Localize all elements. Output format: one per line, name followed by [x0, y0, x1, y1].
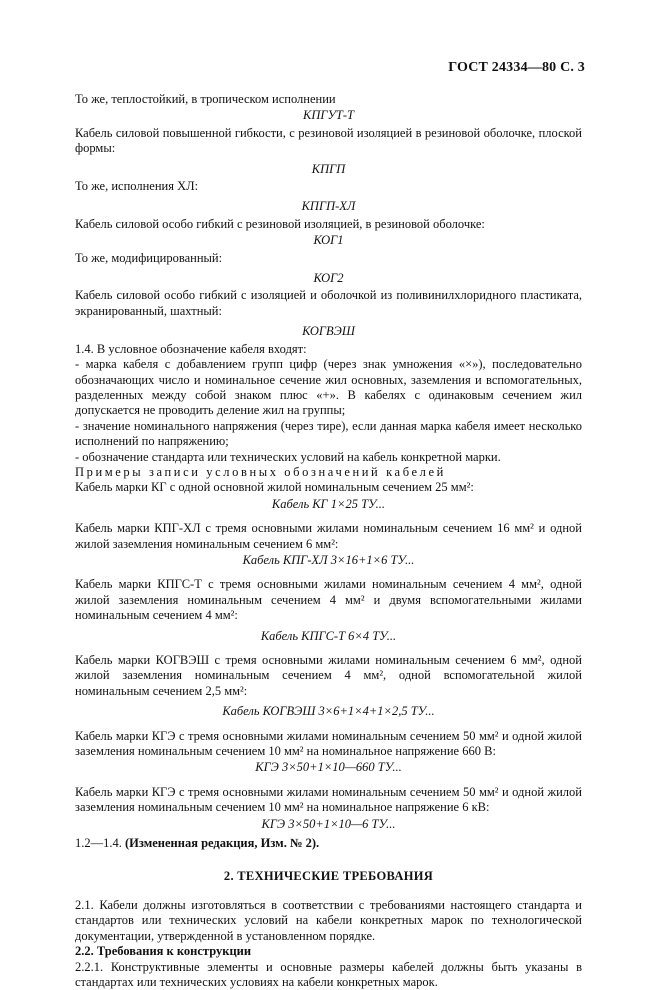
examples-heading: Примеры записи условных обозначений кабелей	[75, 465, 582, 480]
cable-mark: КОГ2	[75, 271, 582, 286]
cable-mark: КОГВЭШ	[75, 324, 582, 339]
amendment-prefix: 1.2—1.4.	[75, 836, 125, 850]
example-designation: Кабель КПГ-ХЛ 3×16+1×6 ТУ...	[75, 553, 582, 568]
cable-mark: КПГП	[75, 162, 582, 177]
example-text: Кабель марки КПГ-ХЛ с тремя основными жилами номинальным сечением 16 мм² и одной жилой заземления номинальным сечением 6 мм²:	[75, 521, 582, 552]
clause-2-2: 2.2. Требования к конструкции	[75, 944, 582, 959]
example-designation: КГЭ 3×50+1×10—660 ТУ...	[75, 760, 582, 775]
amendment-note	[75, 836, 582, 851]
cable-mark: КОГ1	[75, 233, 582, 248]
spacer	[75, 851, 582, 863]
designation-item: - обозначение стандарта или технических условий на кабель конкретной марки.	[75, 450, 582, 465]
text-line: То же, теплостойкий, в тропическом исполнении	[75, 92, 582, 107]
cable-mark: КПГП-ХЛ	[75, 199, 582, 214]
example-text: Кабель марки КОГВЭШ с тремя основными жилами номинальным сечением 6 мм², одной жилой заземления номинальным сечением 4 мм², одной вспомогательной жилой номинальным сечением 2,5 мм²:	[75, 653, 582, 699]
spacer	[75, 514, 582, 521]
example-text: Кабель марки КГ с одной основной жилой номинальным сечением 25 мм²:	[75, 480, 582, 495]
spacer	[75, 891, 582, 898]
clause-2-2-1: 2.2.1. Конструктивные элементы и основные размеры кабелей должны быть указаны в стандартах или технических условиях на кабели конкретных марок.	[75, 960, 582, 990]
document-body	[75, 92, 582, 990]
spacer	[75, 722, 582, 729]
example-text: Кабель марки КГЭ с тремя основными жилами номинальным сечением 50 мм² и одной жилой заземления номинальным сечением 10 мм² на номинальное напряжение 660 В:	[75, 729, 582, 760]
example-text: Кабель марки КГЭ с тремя основными жилами номинальным сечением 50 мм² и одной жилой заземления номинальным сечением 10 мм² на номинальное напряжение 6 кВ:	[75, 785, 582, 816]
designation-item: - марка кабеля с добавлением групп цифр (через знак умножения «×»), последовательно обозначающих число и номинальное сечение жил основных, заземления и вспомогательных, разделенных между собой знаком плюс «+». В кабелях с одинаковым сечением жил допускается не проводить деление жил на группы;	[75, 357, 582, 419]
section-title: 2. ТЕХНИЧЕСКИЕ ТРЕБОВАНИЯ	[75, 869, 582, 884]
page-header: ГОСТ 24334—80 С. 3	[448, 60, 585, 76]
cable-mark: КПГУТ-Т	[75, 108, 582, 123]
designation-item: - значение номинального напряжения (через тире), если данная марка кабеля имеет несколько исполнений по напряжению;	[75, 419, 582, 450]
text-line: То же, модифицированный:	[75, 251, 582, 266]
text-line: То же, исполнения ХЛ:	[75, 179, 582, 194]
amendment-bold: (Измененная редакция, Изм. № 2).	[125, 836, 319, 850]
spacer	[75, 646, 582, 653]
clause-1-4: 1.4. В условное обозначение кабеля входят:	[75, 342, 582, 357]
spacer	[75, 570, 582, 577]
clause-2-1: 2.1. Кабели должны изготовляться в соответствии с требованиями настоящего стандарта и стандартов или технических условий на кабели конкретных марок по технологической документации, утвержденной в установленном порядке.	[75, 898, 582, 944]
example-designation: Кабель КОГВЭШ 3×6+1×4+1×2,5 ТУ...	[75, 704, 582, 719]
example-designation: Кабель КПГС-Т 6×4 ТУ...	[75, 629, 582, 644]
text-line: Кабель силовой особо гибкий с резиновой изоляцией, в резиновой оболочке:	[75, 217, 582, 232]
text-line: Кабель силовой повышенной гибкости, с резиновой изоляцией в резиновой оболочке, плоской формы:	[75, 126, 582, 157]
example-text: Кабель марки КПГС-Т с тремя основными жилами номинальным сечением 4 мм², одной жилой заземления номинальным сечением 4 мм² и двумя вспомогательными жилами номинальным сечением 4 мм²:	[75, 577, 582, 623]
text-line: Кабель силовой особо гибкий с изоляцией и оболочкой из поливинилхлоридного пластиката, экранированный, шахтный:	[75, 288, 582, 319]
example-designation: Кабель КГ 1×25 ТУ...	[75, 497, 582, 512]
example-designation: КГЭ 3×50+1×10—6 ТУ...	[75, 817, 582, 832]
spacer	[75, 778, 582, 785]
